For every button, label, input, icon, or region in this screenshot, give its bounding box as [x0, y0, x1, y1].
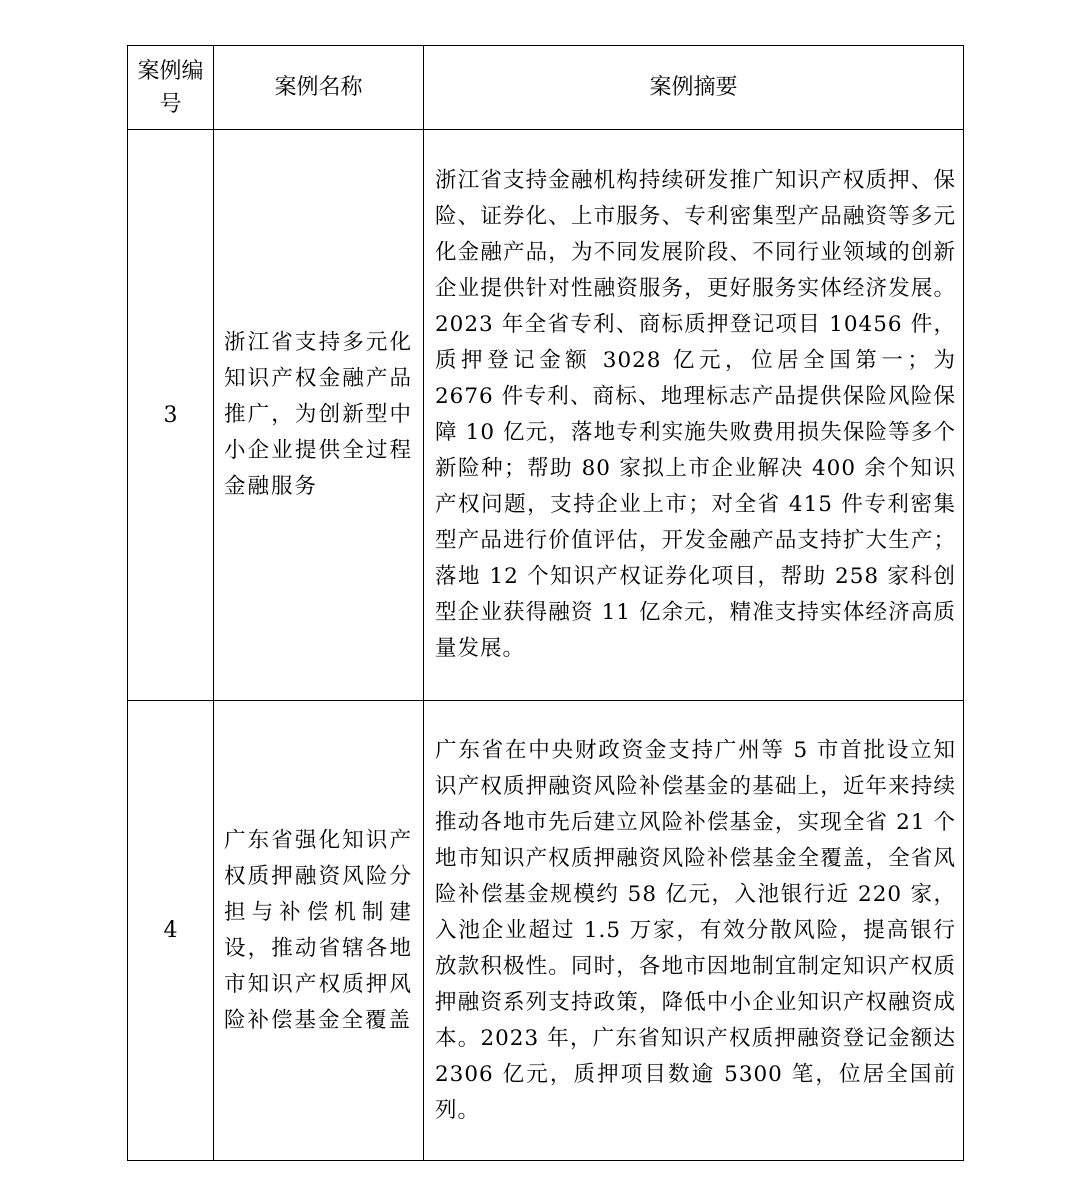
case-table	[127, 45, 964, 1161]
case-number-cell: 4	[128, 701, 214, 1161]
case-number-cell: 3	[128, 130, 214, 701]
header-case-number: 案例编号	[128, 46, 214, 130]
header-case-name: 案例名称	[214, 46, 424, 130]
case-name-cell: 广东省强化知识产权质押融资风险分担与补偿机制建设，推动省辖各地市知识产权质押风险补偿基金全覆盖	[214, 701, 424, 1161]
table-row	[128, 130, 964, 701]
case-name-cell: 浙江省支持多元化知识产权金融产品推广，为创新型中小企业提供全过程金融服务	[214, 130, 424, 701]
table-header-row	[128, 46, 964, 130]
table-row	[128, 701, 964, 1161]
case-summary-cell: 浙江省支持金融机构持续研发推广知识产权质押、保险、证券化、上市服务、专利密集型产品融资等多元化金融产品，为不同发展阶段、不同行业领域的创新企业提供针对性融资服务，更好服务实体经济发展。2023 年全省专利、商标质押登记项目 10456 件，质押登记金额 3028 亿元，位居全国第一；为 2676 件专利、商标、地理标志产品提供保险风险保障 10 亿元，落地专利实施失败费用损失保险等多个新险种；帮助 80 家拟上市企业解决 400 余个知识产权问题，支持企业上市；对全省 415 件专利密集型产品进行价值评估，开发金融产品支持扩大生产；落地 12 个知识产权证券化项目，帮助 258 家科创型企业获得融资 11 亿余元，精准支持实体经济高质量发展。	[424, 130, 964, 701]
header-case-summary: 案例摘要	[424, 46, 964, 130]
case-summary-cell: 广东省在中央财政资金支持广州等 5 市首批设立知识产权质押融资风险补偿基金的基础上，近年来持续推动各地市先后建立风险补偿基金，实现全省 21 个地市知识产权质押融资风险补偿基金全覆盖，全省风险补偿基金规模约 58 亿元，入池银行近 220 家，入池企业超过 1.5 万家，有效分散风险，提高银行放款积极性。同时，各地市因地制宜制定知识产权质押融资系列支持政策，降低中小企业知识产权融资成本。2023 年，广东省知识产权质押融资登记金额达 2306 亿元，质押项目数逾 5300 笔，位居全国前列。	[424, 701, 964, 1161]
